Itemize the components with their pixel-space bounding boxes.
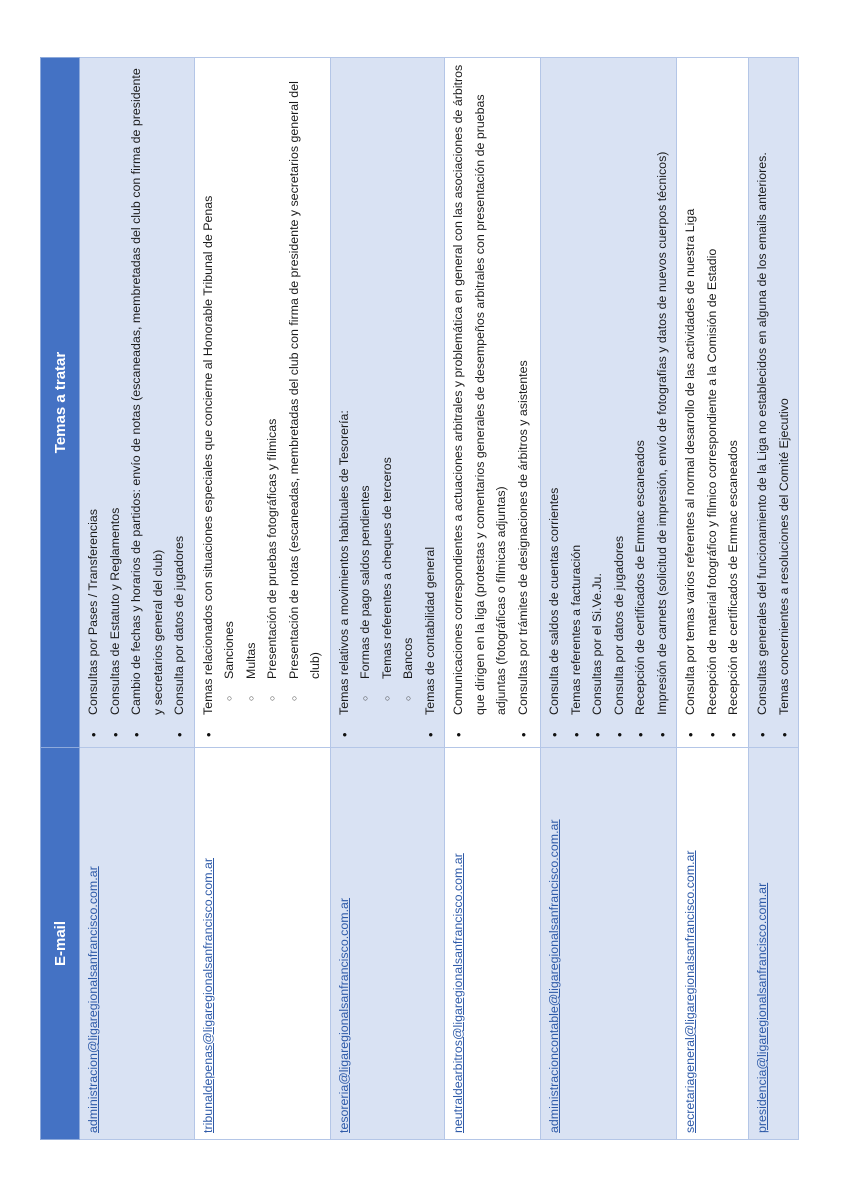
topic-text: Consultas generales del funcionamiento de la Liga no establecidos en alguna de los emails anteriores. — [755, 152, 769, 715]
email-cell — [541, 748, 677, 1140]
topics-cell — [330, 58, 445, 748]
subtopic-item: ○ Formas de pago saldos pendientes — [355, 64, 377, 679]
topic-text: Comunicaciones correspondientes a actuaciones arbitrales y problemática en general con las asociaciones de árbitros que dirigen en la liga (protestas y comentarios generales de desempeños arbitrales con presentación de pruebas adjuntas (fotográficas o fílmicas adjuntas) — [451, 64, 508, 715]
email-cell — [445, 748, 541, 1140]
topic-item — [630, 64, 652, 715]
table-row — [749, 58, 799, 1140]
topic-text: Recepción de certificados de Emmac escaneados — [726, 440, 740, 715]
topics-list — [544, 64, 673, 741]
topics-cell — [677, 58, 749, 748]
table-body — [80, 58, 799, 1140]
subtopic-item: ○ Multas — [241, 64, 263, 679]
topic-item — [126, 64, 169, 715]
table-row — [677, 58, 749, 1140]
topics-list — [198, 64, 327, 741]
subtopics-list — [219, 64, 327, 715]
topic-item — [513, 64, 535, 715]
topic-item — [448, 64, 513, 715]
topic-text: Consultas de Estatuto y Reglamentos — [107, 507, 122, 715]
email-link[interactable]: administracioncontable@ligaregionalsanfrancisco.com.ar — [547, 819, 561, 1133]
topics-list — [448, 64, 534, 741]
topic-item — [420, 64, 442, 715]
email-link[interactable]: presidencia@ligaregionalsanfrancisco.com.ar — [755, 882, 769, 1133]
email-link[interactable]: neutraldearbitros@ligaregionalsanfrancisco.com.ar — [451, 853, 465, 1133]
subtopic-item: ○ Presentación de notas (escaneadas, membretadas del club con firma de presidente y secretarios general del club) — [284, 64, 327, 679]
topic-item — [334, 64, 420, 715]
topic-text: Consultas por el Si.Ve.Ju. — [590, 573, 604, 715]
email-link[interactable]: administracion@ligaregionalsanfrancisco.com.ar — [86, 866, 100, 1133]
topics-cell — [541, 58, 677, 748]
topic-item — [680, 64, 702, 715]
subtopic-item: ○ Sanciones — [219, 64, 241, 679]
table-row — [445, 58, 541, 1140]
topic-text: Temas concernientes a resoluciones del Comité Ejecutivo — [776, 398, 791, 715]
topic-item — [752, 64, 774, 715]
topic-item — [544, 64, 566, 715]
topic-text: Consulta por temas varios referentes al normal desarrollo de las actividades de nuestra Liga — [683, 208, 697, 715]
topic-item — [652, 64, 674, 715]
table-header-row — [41, 58, 80, 1140]
topics-cell — [749, 58, 799, 748]
table-row — [541, 58, 677, 1140]
topic-text: Recepción de material fotográfico y fílmico correspondiente a la Comisión de Estadio — [704, 248, 719, 715]
header-temas: Temas a tratar — [41, 58, 80, 748]
email-cell — [80, 748, 195, 1140]
topics-list — [680, 64, 745, 741]
topics-cell — [445, 58, 541, 748]
topic-text: Cambio de fechas y horarios de partidos: envío de notas (escaneadas, membretadas del club con firma de presidente y secretarios general del club) — [129, 68, 165, 715]
topic-text: Temas relativos a movimientos habituales de Tesorería: — [336, 410, 351, 715]
topic-text: Temas relacionados con situaciones especiales que concierne al Honorable Tribunal de Penas — [200, 195, 215, 715]
header-email: E-mail — [41, 748, 80, 1140]
topic-item — [169, 64, 191, 715]
topic-item — [609, 64, 631, 715]
topic-item — [702, 64, 724, 715]
topics-cell — [194, 58, 330, 748]
subtopic-item: ○ Presentación de pruebas fotográficas y fílmicas — [262, 64, 284, 679]
topic-text: Consultas por Pases / Transferencias — [86, 509, 100, 715]
subtopics-list — [355, 64, 420, 715]
email-link[interactable]: secretariageneral@ligaregionalsanfrancisco.com.ar — [683, 850, 697, 1133]
topic-text: Impresión de carnets (solicitud de impresión, envío de fotografías y datos de nuevos cuerpos técnicos) — [654, 151, 669, 715]
topics-list — [334, 64, 442, 741]
topics-cell — [80, 58, 195, 748]
topic-item — [774, 64, 796, 715]
topic-item — [587, 64, 609, 715]
rotated-page — [40, 58, 791, 1140]
topic-text: Consulta por datos de jugadores — [611, 535, 626, 715]
topics-list — [83, 64, 191, 741]
email-cell — [677, 748, 749, 1140]
subtopic-item: ○ Bancos — [398, 64, 420, 679]
topic-text: Recepción de certificados de Emmac escaneados — [633, 440, 647, 715]
table-row — [194, 58, 330, 1140]
email-topics-table — [40, 57, 799, 1140]
email-link[interactable]: tribunaldepenas@ligaregionalsanfrancisco.com.ar — [200, 857, 215, 1133]
email-link[interactable]: tesoreria@ligaregionalsanfrancisco.com.ar — [336, 897, 351, 1133]
topic-item — [83, 64, 105, 715]
topic-item — [723, 64, 745, 715]
topics-list — [752, 64, 795, 741]
subtopic-item: ○ Temas referentes a cheques de terceros — [377, 64, 399, 679]
topic-item — [105, 64, 127, 715]
topic-text: Consultas por trámites de designaciones de árbitros y asistentes — [515, 360, 530, 715]
topic-item — [198, 64, 327, 715]
topic-text: Consulta por datos de jugadores — [172, 535, 186, 715]
topic-text: Temas referentes a facturación — [568, 544, 583, 715]
topic-item — [566, 64, 588, 715]
email-cell — [749, 748, 799, 1140]
topic-text: Temas de contabilidad general — [422, 546, 437, 715]
email-cell — [194, 748, 330, 1140]
topic-text: Consulta de saldos de cuentas corrientes — [547, 487, 561, 715]
email-cell — [330, 748, 445, 1140]
table-row — [80, 58, 195, 1140]
table-row — [330, 58, 445, 1140]
